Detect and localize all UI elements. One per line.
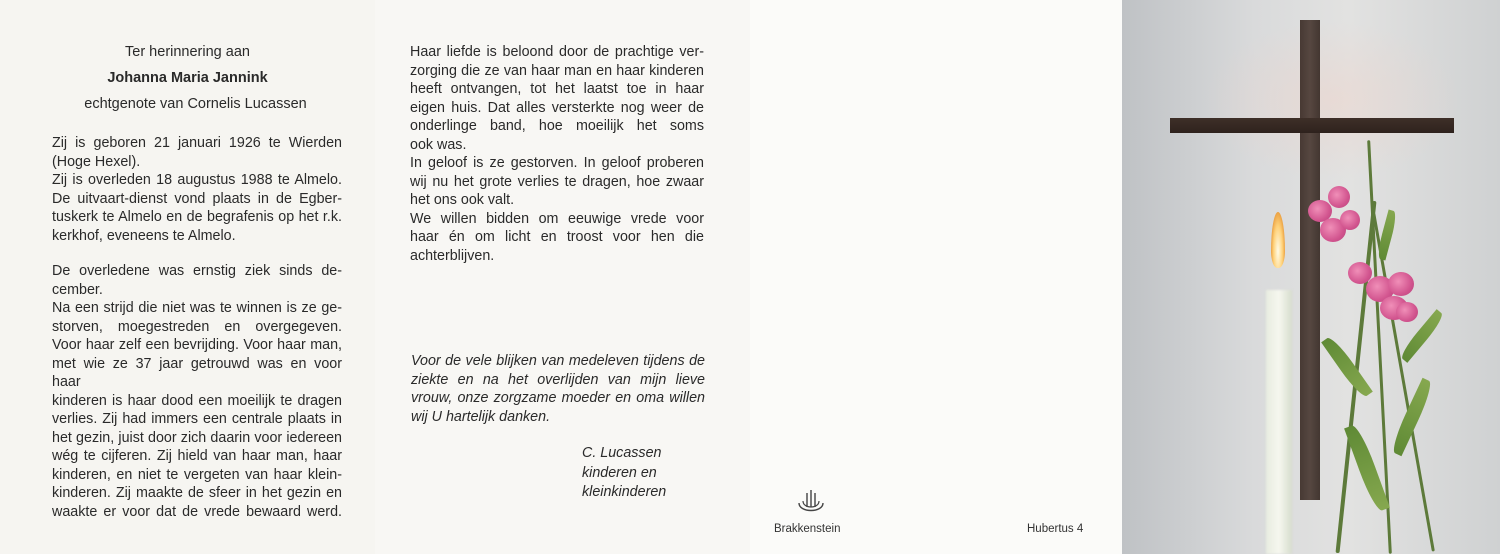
- text-line: vrouw, onze zorgzame moeder en oma willen: [411, 390, 705, 406]
- thanks-paragraph: [411, 352, 705, 426]
- life-paragraph: [52, 134, 342, 245]
- text-line: wij U hartelijk danken.: [411, 408, 551, 425]
- text-line: eigen huis. Dat alles versterkte nog weer de: [410, 99, 704, 116]
- intro-text: Ter herinnering aan: [125, 44, 250, 60]
- text-line: heeft ontvangen, tot het laatst toe in haar: [410, 81, 704, 97]
- text-line: Zij is geboren 21 januari 1926 te Wierden: [52, 135, 342, 151]
- card-panel-left: [0, 0, 375, 554]
- text-line: onderlinge band, hoe moeilijk het soms: [410, 118, 704, 134]
- text-line: achterblijven.: [410, 247, 495, 264]
- text-line: ook was.: [410, 136, 467, 153]
- series-number: Hubertus 4: [1027, 523, 1084, 535]
- text-line: Voor de vele blijken van medeleven tijdens de: [411, 353, 705, 369]
- photo-panel: [1122, 0, 1500, 554]
- signature-line: C. Lucassen: [582, 445, 662, 461]
- spouse-line: echtgenote van Cornelis Lucassen: [84, 96, 307, 112]
- text-line: het gezin, juist door zich daarin voor iedereen: [52, 429, 342, 446]
- text-line: (Hoge Hexel).: [52, 153, 141, 170]
- text-line: kerkhof, eveneens te Almelo.: [52, 227, 236, 244]
- text-line: cember.: [52, 281, 103, 298]
- text-line: waakte er voor dat de vrede bewaard werd.: [52, 503, 342, 520]
- illness-paragraph: [52, 262, 342, 521]
- text-line: het ons ook valt.: [410, 192, 515, 208]
- text-line: Haar liefde is beloond door de prachtige ver-: [410, 44, 704, 60]
- signature-line: kinderen en: [582, 464, 657, 481]
- deceased-name: Johanna Maria Jannink: [107, 70, 268, 86]
- text-line: verlies. Zij had immers een centrale plaats in: [52, 411, 342, 427]
- text-line: De uitvaart-dienst vond plaats in de Egber-: [52, 190, 342, 207]
- text-line: met wie ze 37 jaar getrouwd was en voor haar: [52, 355, 342, 390]
- text-line: kinderen. Zij maakte de sfeer in het gezin en: [52, 485, 342, 501]
- card-panel-back: [750, 0, 1122, 554]
- signature-block: [582, 444, 666, 503]
- text-line: Voor haar zelf een bevrijding. Voor haar man,: [52, 337, 342, 353]
- text-line: storven, moegestreden en overgegeven.: [52, 318, 342, 335]
- publisher-name: Brakkenstein: [774, 523, 841, 535]
- text-line: In geloof is ze gestorven. In geloof proberen: [410, 155, 704, 171]
- text-line: kinderen, en niet te vergeten van haar klein-: [52, 466, 342, 483]
- remembrance-paragraph: [410, 43, 704, 265]
- signature-line: kleinkinderen: [582, 484, 667, 500]
- text-line: ziekte en na het overlijden van mijn lieve: [411, 371, 705, 388]
- text-line: Zij is overleden 18 augustus 1988 te Almelo.: [52, 172, 342, 188]
- light-glow: [1202, 20, 1462, 180]
- text-line: haar én om licht en troost voor hen die: [410, 229, 704, 245]
- text-line: tuskerk te Almelo en de begrafenis op het r.k.: [52, 209, 342, 225]
- text-line: zorging die ze van haar man en haar kinderen: [410, 62, 704, 79]
- text-line: kinderen is haar dood een moeilijk te dragen: [52, 392, 342, 409]
- brakkenstein-logo-icon: [795, 487, 827, 519]
- text-line: De overledene was ernstig ziek sinds de-: [52, 263, 342, 279]
- text-line: We willen bidden om eeuwige vrede voor: [410, 210, 704, 227]
- card-panel-middle: [375, 0, 750, 554]
- text-line: wég te cijferen. Zij hield van haar man, haar: [52, 448, 342, 464]
- text-line: wij nu het grote verlies te dragen, hoe zwaar: [410, 173, 704, 190]
- text-line: Na een strijd die niet was te winnen is ze ge-: [52, 300, 342, 316]
